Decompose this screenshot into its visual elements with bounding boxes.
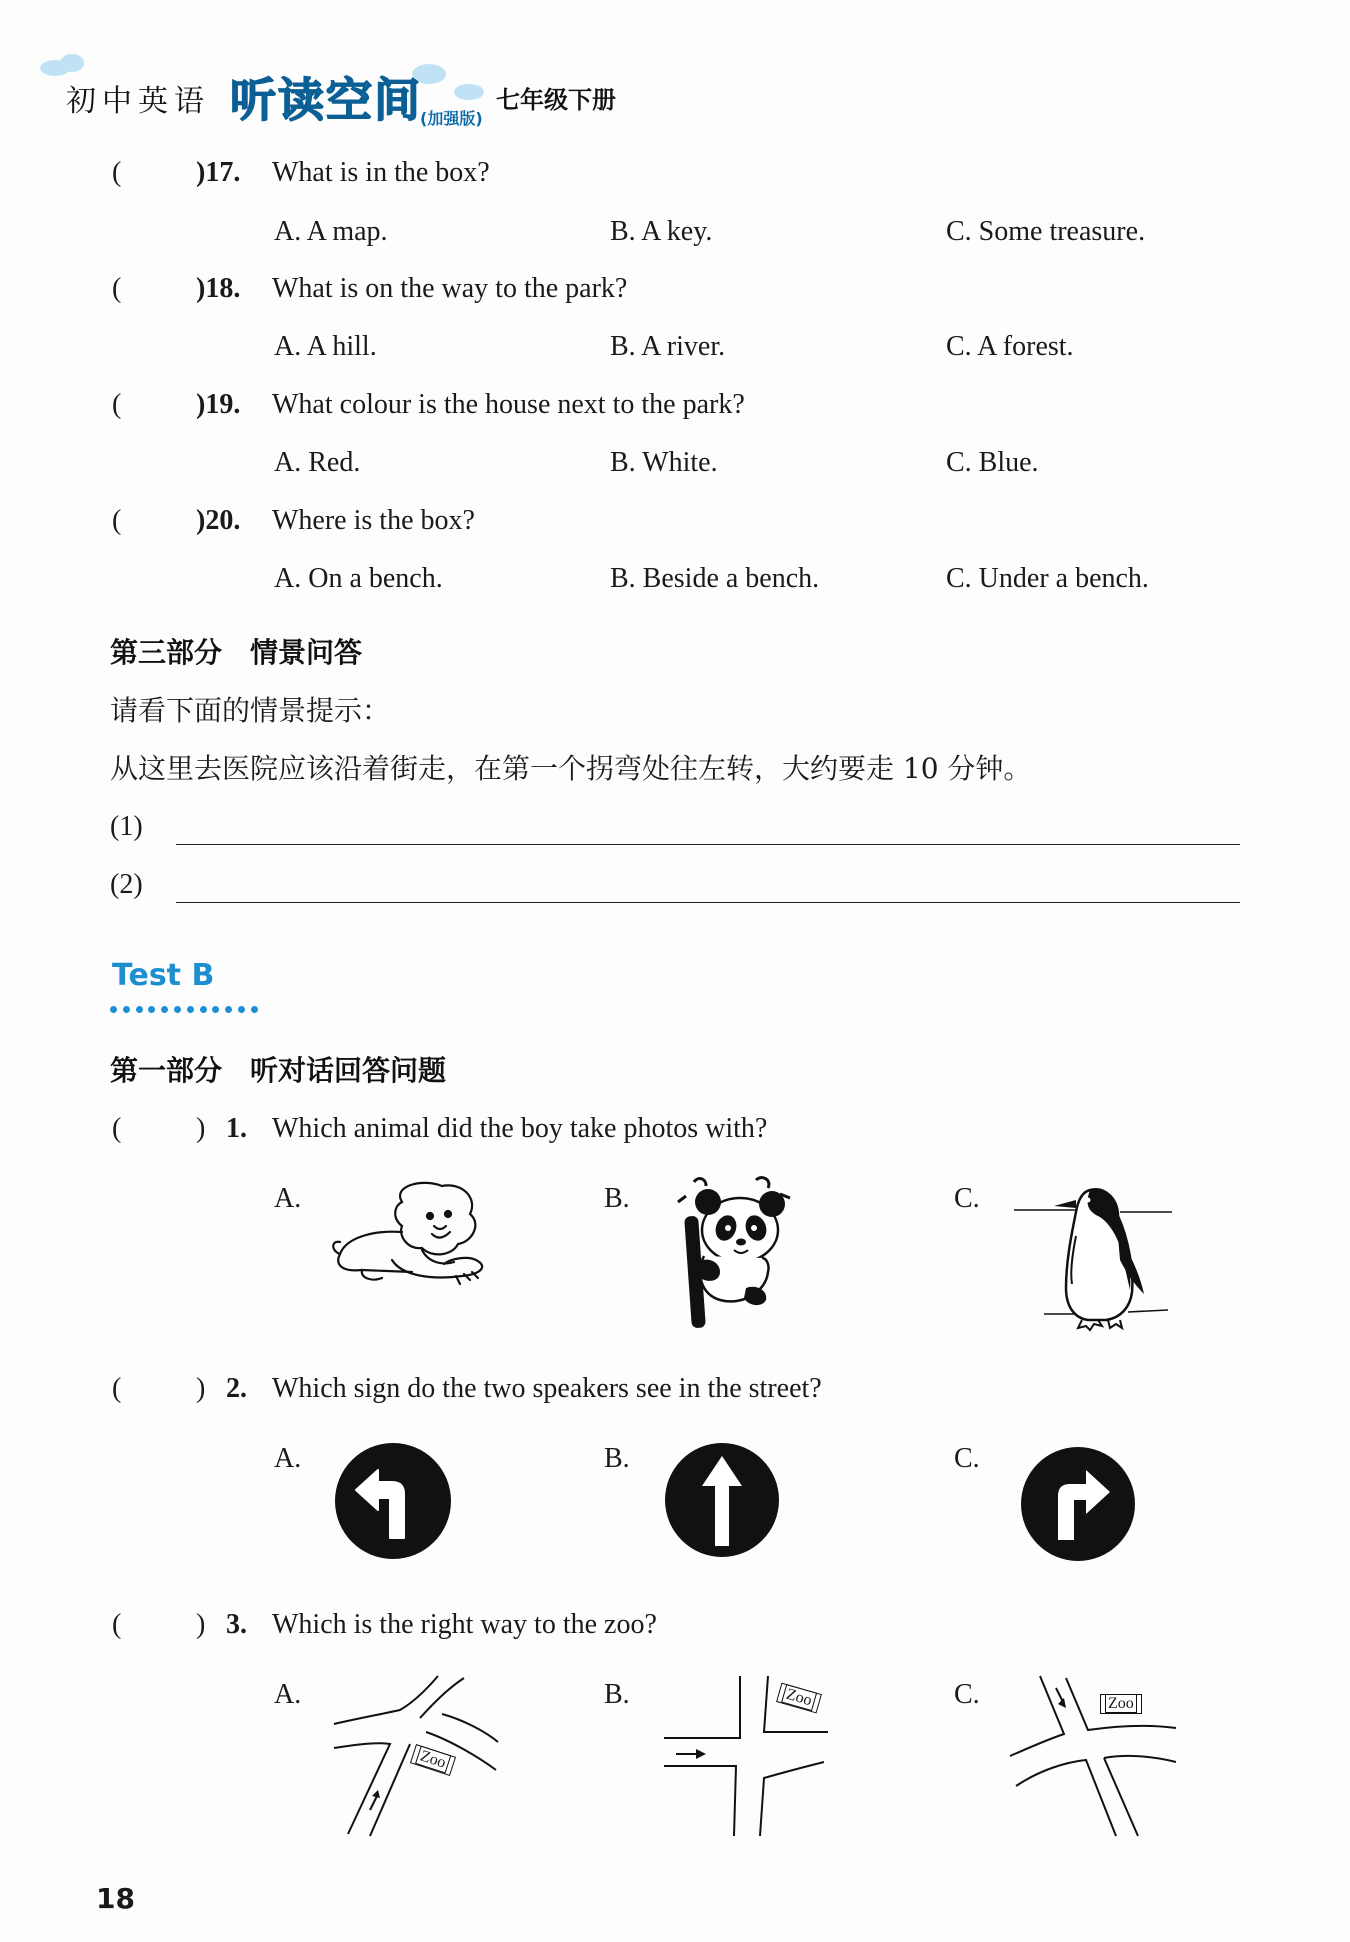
answer-paren-open: ( <box>112 273 122 304</box>
question-text: Which animal did the boy take photos with? <box>272 1113 768 1144</box>
question-number: 2. <box>226 1373 247 1404</box>
section-heading-part1: 第一部分 听对话回答问题 <box>110 1054 447 1087</box>
question-number: 1. <box>226 1113 247 1144</box>
series-title: 初中英语 <box>66 84 210 119</box>
cloud-decoration <box>454 84 484 100</box>
option-b-label: B. <box>604 1443 630 1474</box>
answer-paren-open: ( <box>112 1373 122 1404</box>
question-number: 3. <box>226 1609 247 1640</box>
answer-label-2: (2) <box>110 869 143 900</box>
option-b-label: B. <box>604 1183 630 1214</box>
test-b-title: Test B <box>112 958 215 993</box>
answer-paren-open: ( <box>112 1113 122 1144</box>
grade-label: 七年级下册 <box>496 86 616 114</box>
option-a-label: A. <box>274 1679 302 1710</box>
turn-right-sign-icon <box>1020 1446 1136 1562</box>
map-option-b <box>660 1674 830 1840</box>
question-text: Which is the right way to the zoo? <box>272 1609 657 1640</box>
option-a: A. Red. <box>274 447 361 478</box>
option-c: C. Under a bench. <box>946 563 1149 594</box>
page-number: 18 <box>96 1882 135 1915</box>
answer-line-2[interactable] <box>176 902 1240 903</box>
question-text: What is on the way to the park? <box>272 273 628 304</box>
option-a: A. A map. <box>274 216 388 247</box>
edition-label: (加强版) <box>420 109 483 128</box>
answer-paren-open: ( <box>112 157 122 188</box>
option-c-label: C. <box>954 1443 980 1474</box>
situation-text: 从这里去医院应该沿着街走，在第一个拐弯处往左转，大约要走 10 分钟。 <box>110 752 1032 785</box>
option-b-label: B. <box>604 1679 630 1710</box>
option-c-label: C. <box>954 1183 980 1214</box>
option-c-label: C. <box>954 1679 980 1710</box>
map-option-c <box>1006 1674 1186 1840</box>
answer-paren-open: ( <box>112 505 122 536</box>
penguin-icon <box>1010 1176 1176 1334</box>
map-option-a <box>330 1674 500 1840</box>
option-a: A. A hill. <box>274 331 377 362</box>
answer-paren-close: ) <box>196 1113 206 1144</box>
answer-paren-close: ) <box>196 1373 206 1404</box>
answer-paren-open: ( <box>112 1609 122 1640</box>
turn-left-sign-icon <box>334 1442 452 1560</box>
option-c: C. Some treasure. <box>946 216 1146 247</box>
lion-icon <box>332 1180 504 1292</box>
question-number: )18. <box>196 273 241 304</box>
question-text: Where is the box? <box>272 505 475 536</box>
dotted-underline <box>110 1000 264 1018</box>
question-number: )20. <box>196 505 241 536</box>
zoo-label: Zoo <box>781 1684 817 1711</box>
option-a-label: A. <box>274 1183 302 1214</box>
option-b: B. White. <box>610 447 718 478</box>
book-title: 听读空间 <box>230 73 422 127</box>
situation-prompt: 请看下面的情景提示： <box>110 694 391 727</box>
go-straight-sign-icon <box>664 1442 780 1558</box>
zoo-label: Zoo <box>1105 1694 1137 1713</box>
question-text: Which sign do the two speakers see in the street? <box>272 1373 822 1404</box>
option-b: B. Beside a bench. <box>610 563 820 594</box>
zoo-sign <box>1100 1694 1142 1714</box>
question-number: )17. <box>196 157 241 188</box>
answer-paren-close: ) <box>196 1609 206 1640</box>
answer-paren-open: ( <box>112 389 122 420</box>
answer-label-1: (1) <box>110 811 143 842</box>
question-number: )19. <box>196 389 241 420</box>
question-text: What is in the box? <box>272 157 490 188</box>
question-text: What colour is the house next to the park? <box>272 389 745 420</box>
section-heading-part3: 第三部分 情景问答 <box>110 636 363 669</box>
zoo-label: Zoo <box>415 1746 451 1774</box>
option-c: C. Blue. <box>946 447 1039 478</box>
option-a-label: A. <box>274 1443 302 1474</box>
option-b: B. A key. <box>610 216 713 247</box>
cloud-decoration <box>60 54 84 72</box>
option-c: C. A forest. <box>946 331 1074 362</box>
answer-line-1[interactable] <box>176 844 1240 845</box>
option-a: A. On a bench. <box>274 563 443 594</box>
page-header <box>40 58 680 128</box>
option-b: B. A river. <box>610 331 726 362</box>
panda-icon <box>676 1176 792 1328</box>
